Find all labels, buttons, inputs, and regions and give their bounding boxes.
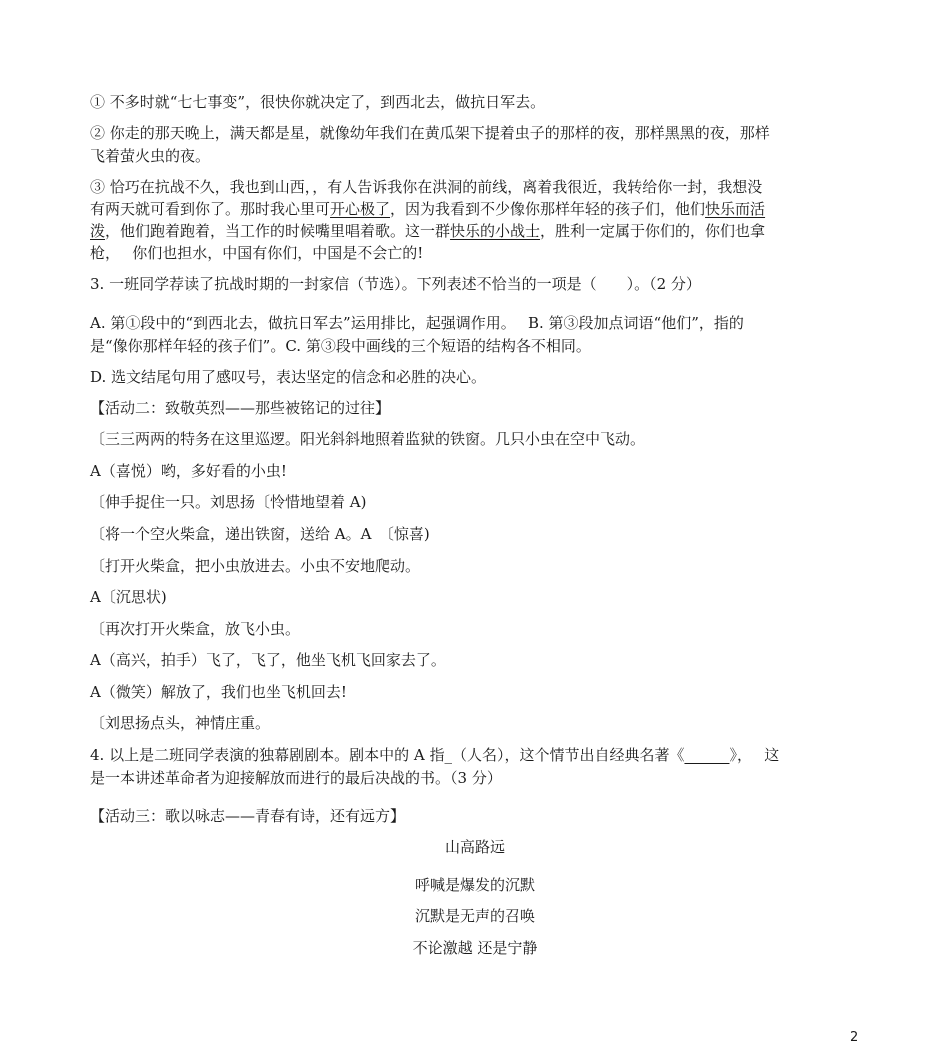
script-line: 〔再次打开火柴盒，放飞小虫。 <box>90 620 301 638</box>
underlined-phrase-2-part-1: 快乐而活 <box>705 200 766 218</box>
script-line: A〔沉思状) <box>90 588 167 606</box>
script-line: 〔伸手捉住一只。刘思扬〔怜惜地望着 A) <box>90 493 367 511</box>
page-number: 2 <box>850 1030 859 1045</box>
passage-paragraph-3-line-3 <box>90 221 765 241</box>
script-line: A（微笑）解放了，我们也坐飞机回去! <box>90 683 347 701</box>
passage-paragraph-3-line-1: ③ 恰巧在抗战不久，我也到山西，，有人告诉我你在洪洞的前线，离着我很近，我转给你一封，我想没 <box>90 178 763 196</box>
text-segment: ，因为我看到不少像你那样年轻的孩子们，他们 <box>390 200 706 218</box>
poem-title: 山高路远 <box>444 838 505 856</box>
text-segment: 》， 这 <box>729 746 780 764</box>
answer-blank <box>684 746 729 764</box>
question-4-line-2: 是一本讲述革命者为迎接解放而进行的最后决战的书。（3 分） <box>90 769 502 787</box>
poem-line: 沉默是无声的召唤 <box>414 907 535 925</box>
text-segment: 4. 以上是二班同学表演的独幕剧剧本。剧本中的 A 指_（人名），这个情节出自经典名著《 <box>90 746 685 764</box>
script-line: 〔将一个空火柴盒，递出铁窗，送给 A。A 〔惊喜) <box>90 525 430 543</box>
text-segment: ，他们跑着跑着，当工作的时候嘴里唱着歌。这一群 <box>105 222 451 240</box>
script-line: 〔打开火柴盒，把小虫放进去。小虫不安地爬动。 <box>90 557 421 575</box>
passage-paragraph-2-line-2: 飞着萤火虫的夜。 <box>90 147 211 165</box>
script-line: 〔三三两两的特务在这里巡逻。阳光斜斜地照着监狱的铁窗。几只小虫在空中飞动。 <box>90 430 646 448</box>
question-3-options-b-c: 是“像你那样年轻的孩子们”。C. 第③段中画线的三个短语的结构各不相同。 <box>90 337 591 355</box>
activity-2-heading: 【活动二：致敬英烈——那些被铭记的过往】 <box>90 399 391 417</box>
question-3-stem: 3. 一班同学荐读了抗战时期的一封家信（节选）。下列表述不恰当的一项是（ ）。（2 分） <box>90 275 701 293</box>
passage-paragraph-3-line-2 <box>90 199 765 219</box>
activity-3-heading: 【活动三：歌以咏志——青春有诗，还有远方】 <box>90 807 406 825</box>
script-line: A（高兴，拍手）飞了，飞了，他坐飞机飞回家去了。 <box>90 651 446 669</box>
text-segment: 有两天就可看到你了。那时我心里可 <box>90 200 331 218</box>
script-line: A（喜悦）哟，多好看的小虫! <box>90 462 287 480</box>
script-line: 〔刘思扬点头，神情庄重。 <box>90 714 271 732</box>
passage-paragraph-2-line-1: ② 你走的那天晚上，满天都是星，就像幼年我们在黄瓜架下提着虫子的那样的夜，那样黑黑的夜，那样 <box>90 124 770 142</box>
text-segment: ，胜利一定属于你们的，你们也拿 <box>540 222 766 240</box>
passage-paragraph-1: ① 不多时就“七七事变”，很快你就决定了，到西北去，做抗日军去。 <box>90 93 546 111</box>
question-3-options-a-b: A. 第①段中的“到西北去，做抗日军去”运用排比，起强调作用。 B. 第③段加点词语“他们”，指的 <box>90 314 744 332</box>
poem-line: 不论激越 还是宁静 <box>412 939 538 957</box>
passage-paragraph-3-line-4: 枪， 你们也担水，中国有你们，中国是不会亡的! <box>90 244 424 262</box>
underlined-phrase-3: 快乐的小战士 <box>450 222 541 240</box>
underlined-phrase-2-part-2: 泼 <box>90 222 106 240</box>
question-4-line-1 <box>90 745 779 765</box>
question-3-option-d: D. 选文结尾句用了感叹号，表达坚定的信念和必胜的决心。 <box>90 368 487 386</box>
underlined-phrase-1: 开心极了 <box>330 200 391 218</box>
poem-line: 呼喊是爆发的沉默 <box>414 876 535 894</box>
